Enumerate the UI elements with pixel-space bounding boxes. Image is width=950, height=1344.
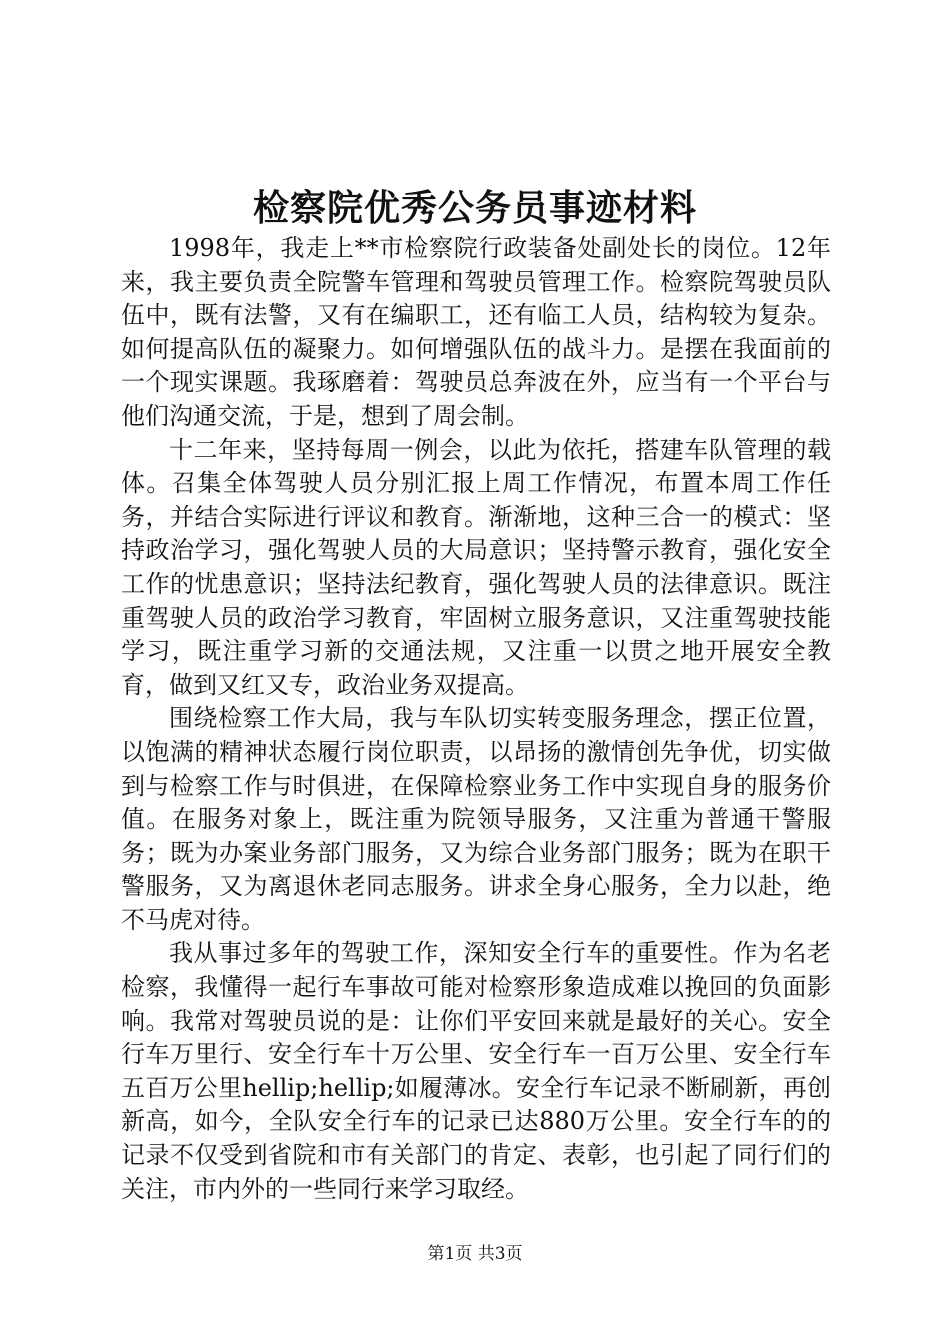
paragraph-3: 围绕检察工作大局，我与车队切实转变服务理念，摆正位置，以饱满的精神状态履行岗位职责，以昂扬的激情创先争优，切实做到与检察工作与时俱进，在保障检察业务工作中实现自身的服务价值。在服务对象上，既注重为院领导服务，又注重为普通干警服务；既为办案业务部门服务，又为综合业务部门服务；既为在职干警服务，又为离退休老同志服务。讲求全身心服务，全力以赴，绝不马虎对待。 (121, 704, 831, 934)
document-body (121, 232, 831, 1206)
document-title: 检察院优秀公务员事迹材料 (252, 187, 697, 229)
paragraph-2: 十二年来，坚持每周一例会，以此为依托，搭建车队管理的载体。召集全体驾驶人员分别汇报上周工作情况，布置本周工作任务，并结合实际进行评议和教育。渐渐地，这种三合一的模式：坚持政治学习，强化驾驶人员的大局意识；坚持警示教育，强化安全工作的忧患意识；坚持法纪教育，强化驾驶人员的法律意识。既注重驾驶人员的政治学习教育，牢固树立服务意识，又注重驾驶技能学习，既注重学习新的交通法规，又注重一以贯之地开展安全教育，做到又红又专，政治业务双提高。 (121, 435, 831, 699)
paragraph-1: 1998年，我走上**市检察院行政装备处副处长的岗位。12年来，我主要负责全院警车管理和驾驶员管理工作。检察院驾驶员队伍中，既有法警，又有在编职工，还有临工人员，结构较为复杂。如何提高队伍的凝聚力。如何增强队伍的战斗力。是摆在我面前的一个现实课题。我琢磨着：驾驶员总奔波在外，应当有一个平台与他们沟通交流，于是，想到了周会制。 (121, 234, 831, 430)
paragraph-4: 我从事过多年的驾驶工作，深知安全行车的重要性。作为名老检察，我懂得一起行车事故可能对检察形象造成难以挽回的负面影响。我常对驾驶员说的是：让你们平安回来就是最好的关心。安全行车万里行、安全行车十万公里、安全行车一百万公里、安全行车五百万公里hellip;hellip;如履薄冰。安全行车记录不断刷新，再创新高，如今，全队安全行车的记录已达880万公里。安全行车的的记录不仅受到省院和市有关部门的肯定、表彰，也引起了同行们的关注，市内外的一些同行来学习取经。 (121, 939, 831, 1203)
page-number-footer: 第1页 共3页 (427, 1244, 523, 1264)
